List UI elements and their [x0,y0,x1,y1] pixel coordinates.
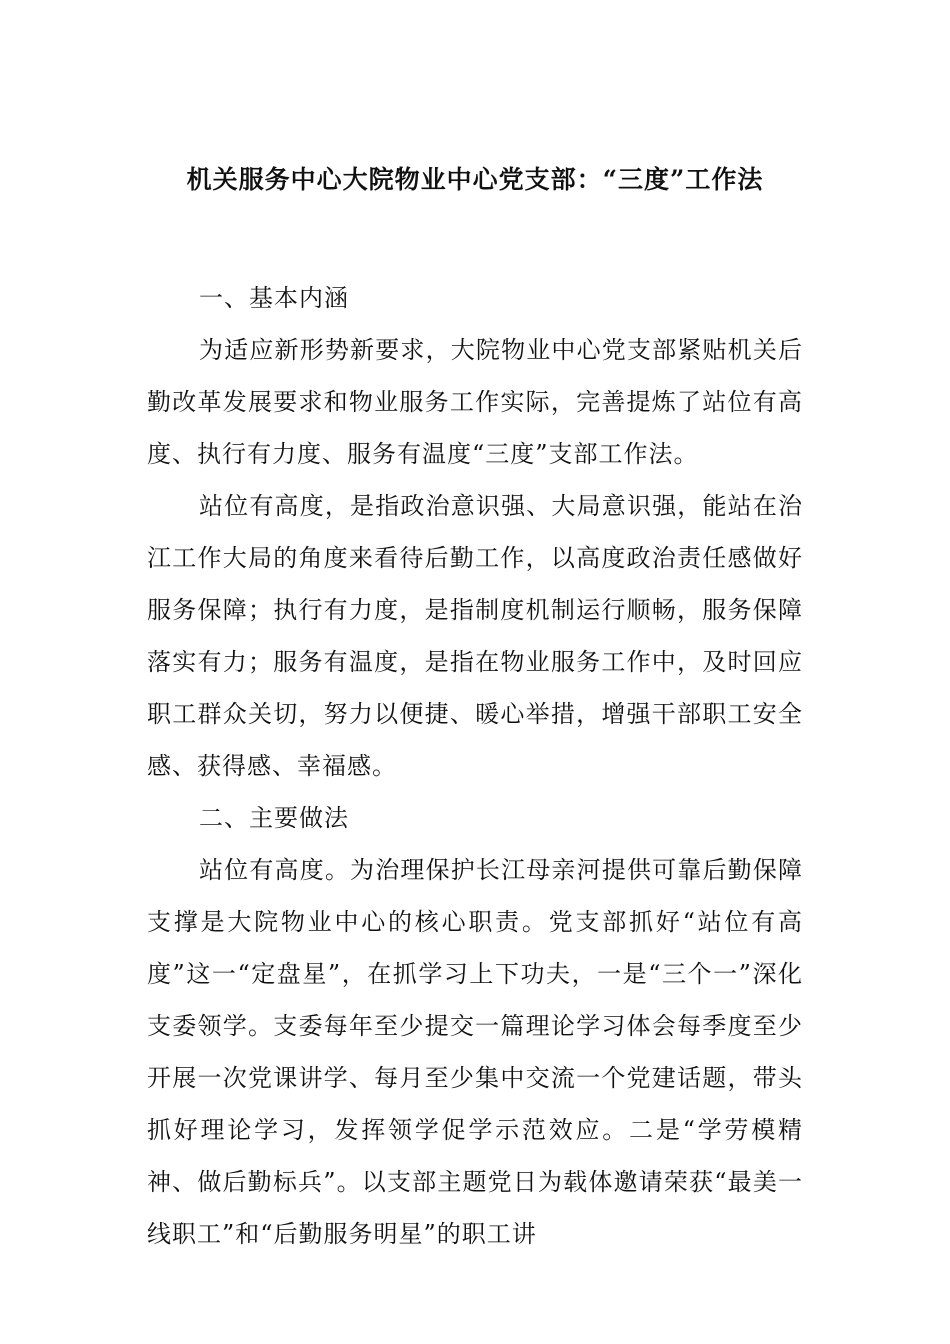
paragraph-2: 站位有高度，是指政治意识强、大局意识强，能站在治江工作大局的角度来看待后勤工作，以高度政治责任感做好服务保障；执行有力度，是指制度机制运行顺畅，服务保障落实有力；服务有温度，是指在物业服务工作中，及时回应职工群众关切，努力以便捷、暖心举措，增强干部职工安全感、获得感、幸福感。 [147,492,803,780]
paragraph-1: 为适应新形势新要求，大院物业中心党支部紧贴机关后勤改革发展要求和物业服务工作实际，完善提炼了站位有高度、执行有力度、服务有温度“三度”支部工作法。 [147,336,803,468]
section-heading-1: 一、基本内涵 [199,284,349,312]
paragraph-3: 站位有高度。为治理保护长江母亲河提供可靠后勤保障支撑是大院物业中心的核心职责。党支部抓好“站位有高度”这一“定盘星”，在抓学习上下功夫，一是“三个一”深化支委领学。支委每年至少提交一篇理论学习体会每季度至少开展一次党课讲学、每月至少集中交流一个党建话题，带头抓好理论学习，发挥领学促学示范效应。二是“学劳模精神、做后勤标兵”。以支部主题党日为载体邀请荣获“最美一线职工”和“后勤服务明星”的职工讲 [147,856,803,1248]
document-title: 机关服务中心大院物业中心党支部：“三度”工作法 [186,165,764,194]
document-body [147,272,803,1260]
section-heading-2: 二、主要做法 [199,804,349,832]
